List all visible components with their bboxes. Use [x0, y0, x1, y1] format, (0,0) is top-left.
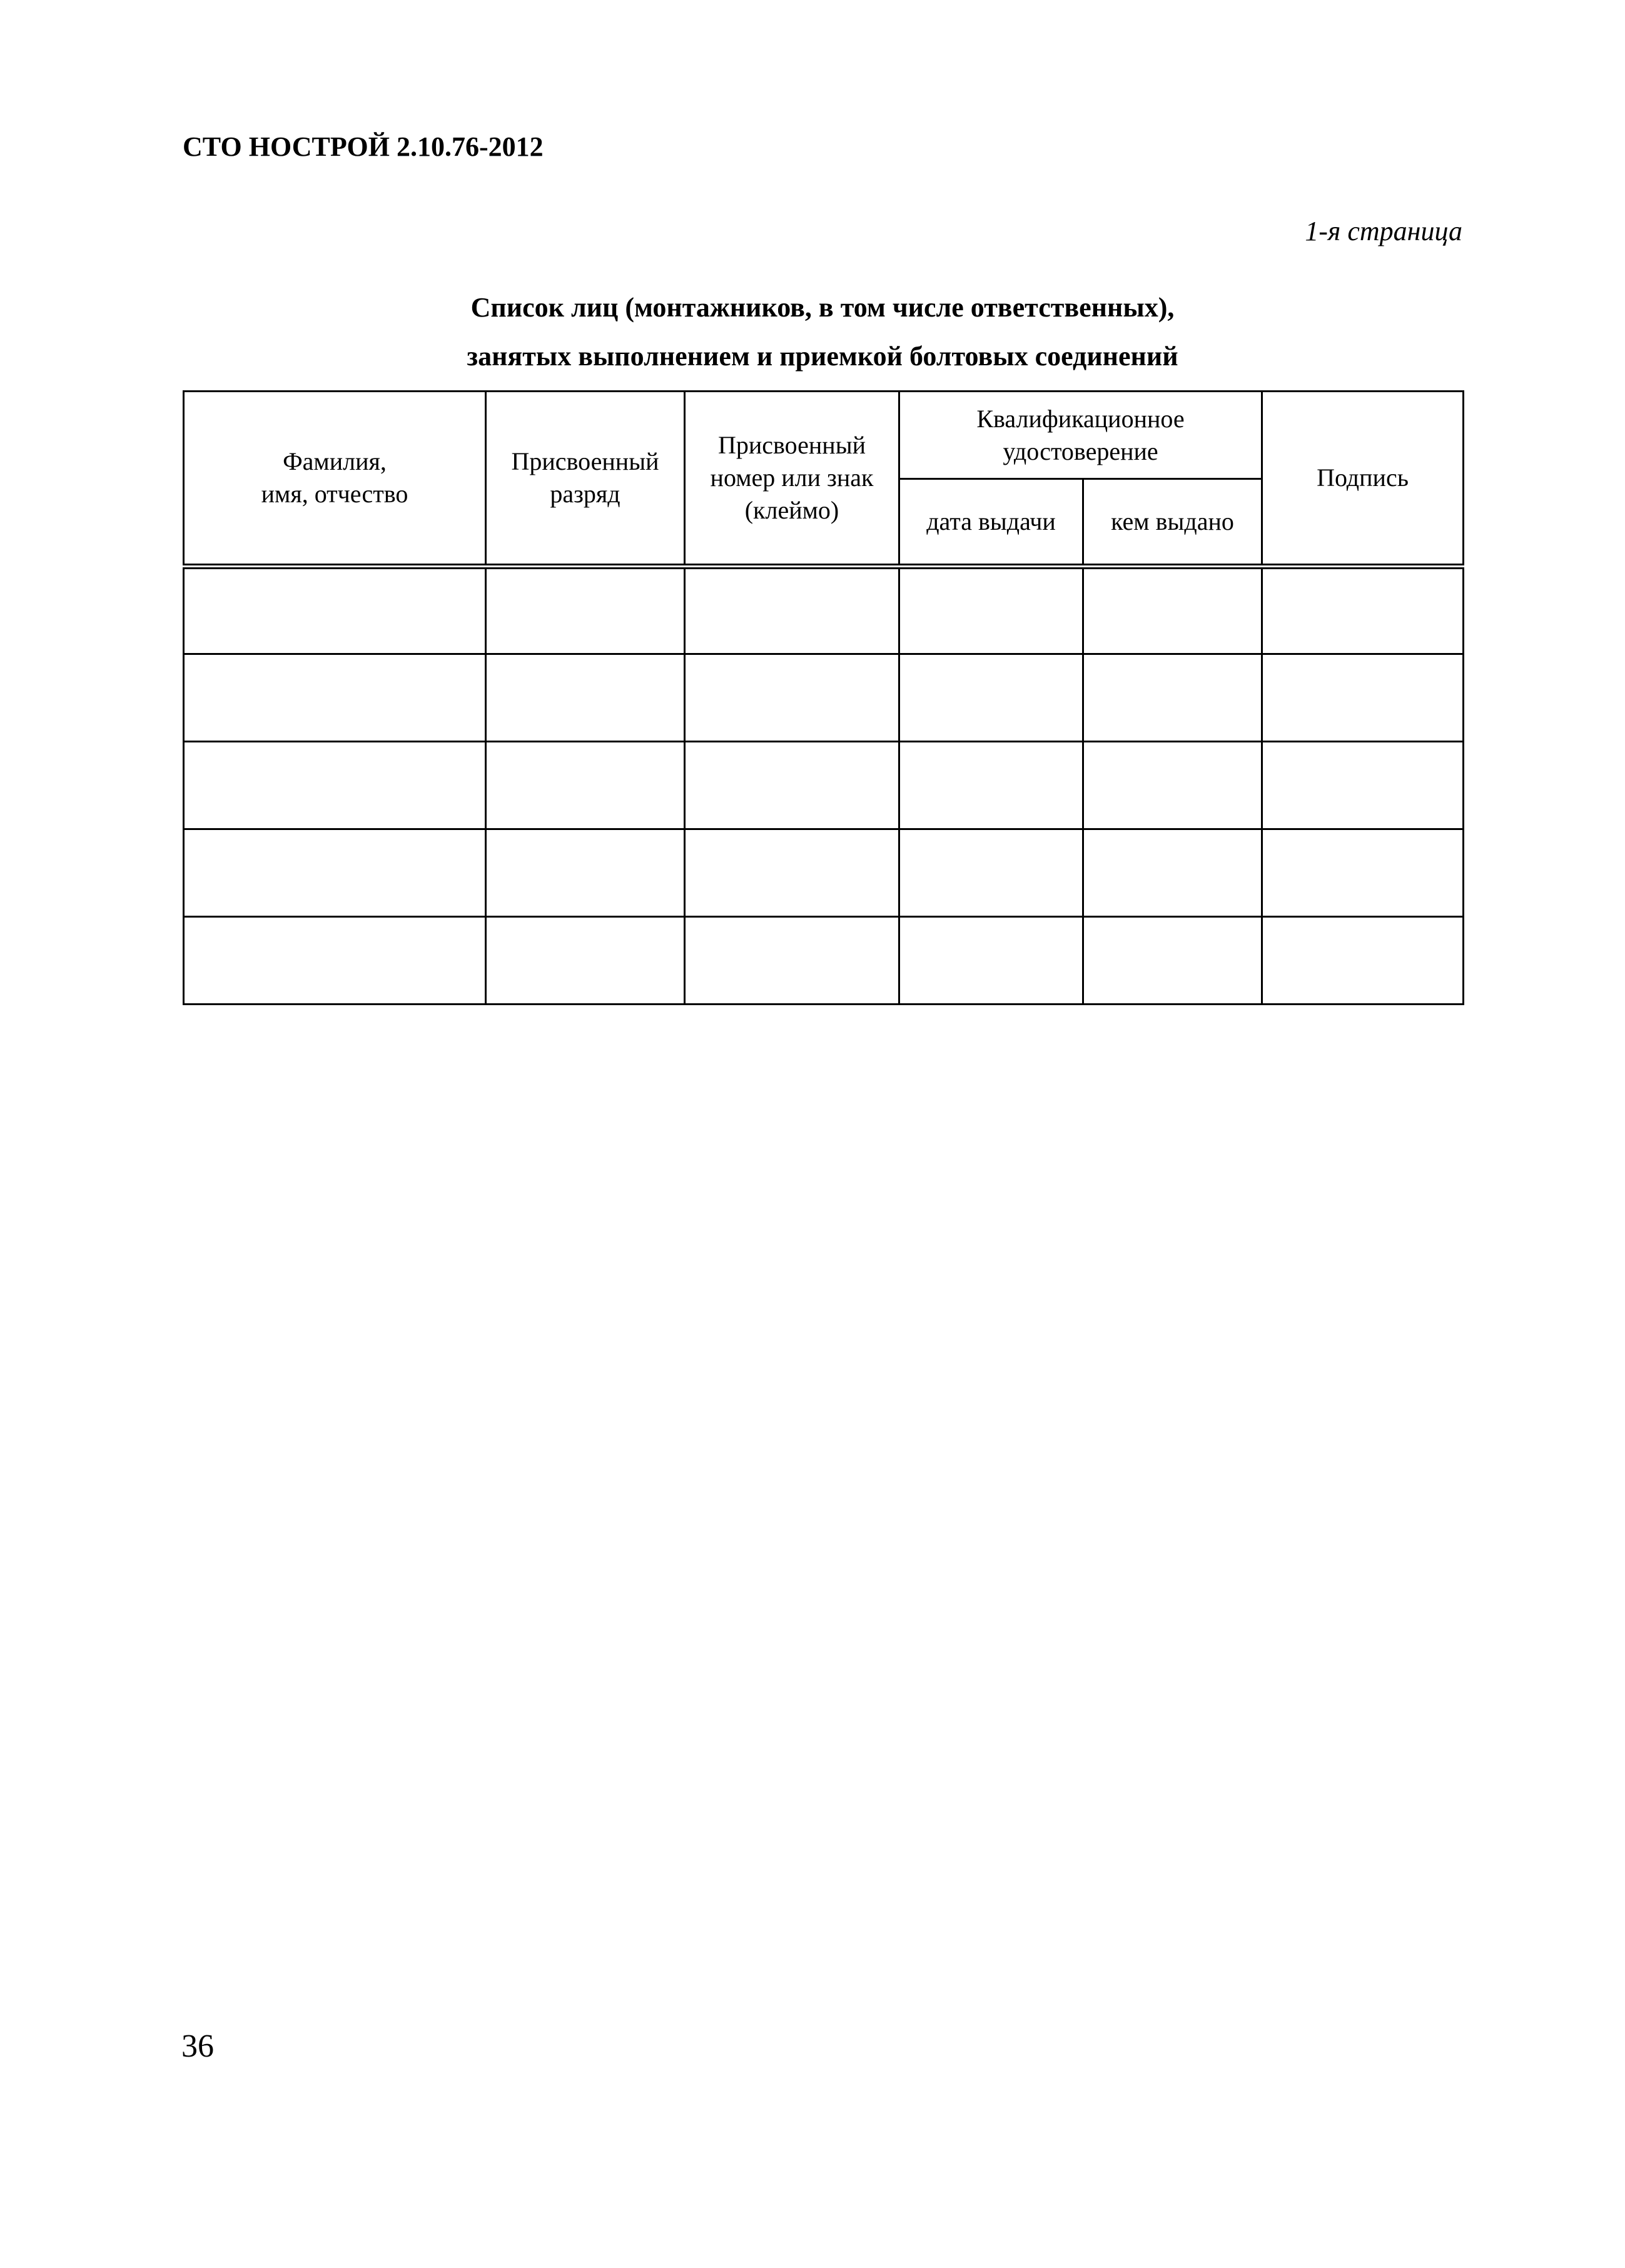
- cell-rank: [486, 917, 685, 1005]
- header-certificate: [899, 392, 1262, 479]
- cell-stamp: [685, 829, 899, 917]
- header-certificate-line-2: удостоверение: [1003, 437, 1158, 465]
- header-stamp-line-1: Присвоенный: [718, 431, 866, 459]
- table-row: [184, 917, 1464, 1005]
- cell-issue-date: [899, 917, 1083, 1005]
- cell-rank: [486, 654, 685, 742]
- cell-issue-date: [899, 742, 1083, 829]
- header-certificate-line-1: Квалификационное: [976, 404, 1185, 433]
- header-signature: Подпись: [1262, 392, 1464, 567]
- header-full-name-line-2: имя, отчество: [261, 480, 408, 508]
- header-rank-line-2: разряд: [550, 480, 620, 508]
- cell-issued-by: [1083, 567, 1262, 654]
- cell-stamp: [685, 742, 899, 829]
- header-issue-date: дата выдачи: [899, 479, 1083, 567]
- cell-rank: [486, 742, 685, 829]
- table-row: [184, 567, 1464, 654]
- cell-stamp: [685, 917, 899, 1005]
- personnel-table-container: [183, 390, 1462, 1005]
- cell-full-name: [184, 567, 486, 654]
- table-row: [184, 829, 1464, 917]
- table-title-line-1: Список лиц (монтажников, в том числе ответственных),: [470, 292, 1175, 323]
- cell-full-name: [184, 917, 486, 1005]
- cell-full-name: [184, 829, 486, 917]
- cell-issue-date: [899, 567, 1083, 654]
- cell-issued-by: [1083, 742, 1262, 829]
- cell-rank: [486, 829, 685, 917]
- cell-full-name: [184, 654, 486, 742]
- document-code: СТО НОСТРОЙ 2.10.76-2012: [183, 131, 544, 162]
- cell-issued-by: [1083, 829, 1262, 917]
- header-stamp: [685, 392, 899, 567]
- cell-signature: [1262, 917, 1464, 1005]
- cell-issue-date: [899, 654, 1083, 742]
- table-title-line-2: занятых выполнением и приемкой болтовых соединений: [467, 341, 1178, 372]
- cell-signature: [1262, 829, 1464, 917]
- header-rank: [486, 392, 685, 567]
- cell-signature: [1262, 742, 1464, 829]
- header-rank-line-1: Присвоенный: [511, 447, 659, 475]
- page-number: 36: [181, 2028, 214, 2064]
- cell-signature: [1262, 654, 1464, 742]
- cell-stamp: [685, 567, 899, 654]
- cell-signature: [1262, 567, 1464, 654]
- table-row: [184, 654, 1464, 742]
- personnel-table: [183, 390, 1464, 1005]
- header-stamp-line-2: номер или знак: [710, 463, 874, 492]
- header-stamp-line-3: (клеймо): [744, 496, 839, 524]
- header-full-name-line-1: Фамилия,: [283, 447, 387, 475]
- page-label: 1-я страница: [1305, 216, 1462, 246]
- header-issued-by: кем выдано: [1083, 479, 1262, 567]
- cell-issue-date: [899, 829, 1083, 917]
- table-row: [184, 742, 1464, 829]
- cell-issued-by: [1083, 654, 1262, 742]
- cell-full-name: [184, 742, 486, 829]
- header-full-name: [184, 392, 486, 567]
- cell-rank: [486, 567, 685, 654]
- cell-stamp: [685, 654, 899, 742]
- cell-issued-by: [1083, 917, 1262, 1005]
